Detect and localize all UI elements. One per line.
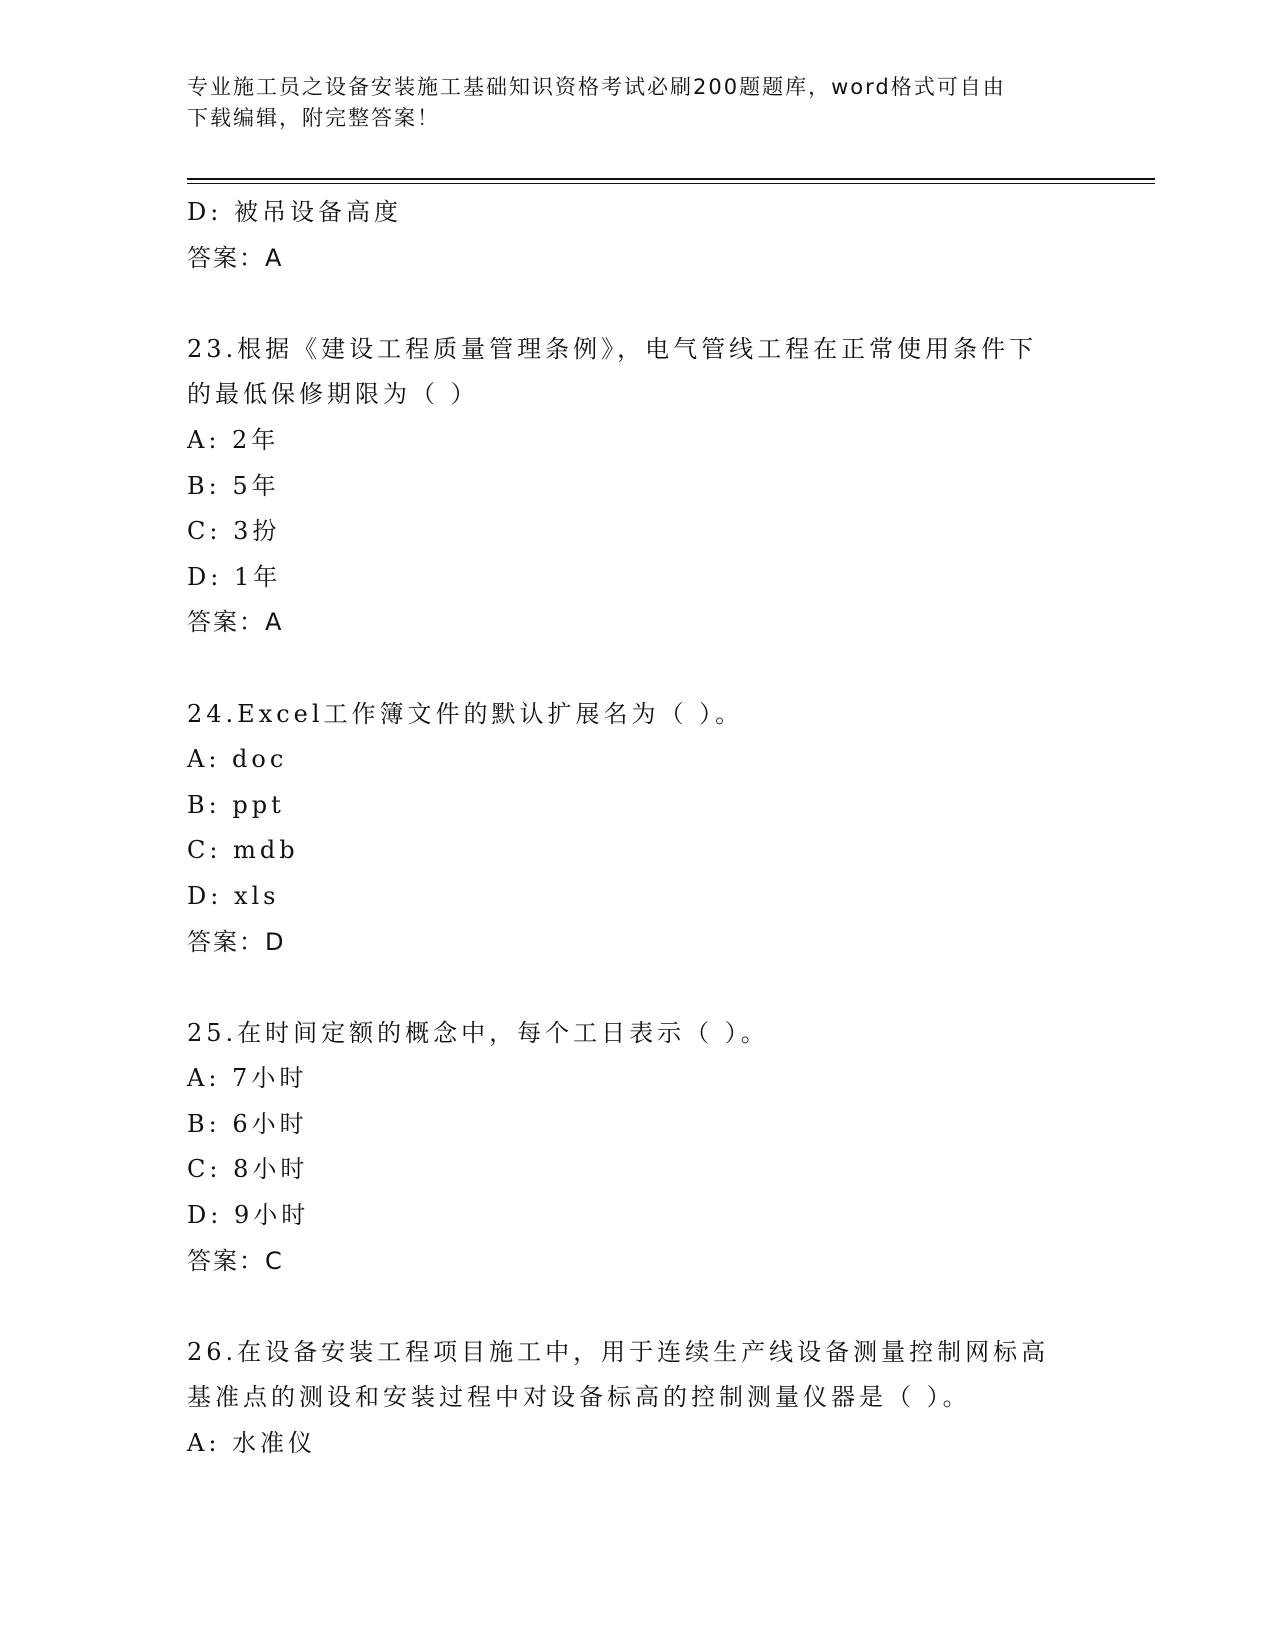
question-22 xyxy=(187,190,1087,281)
question-23 xyxy=(187,327,1087,646)
question-gap xyxy=(187,281,1087,327)
question-stem: 25.在时间定额的概念中，每个工日表示（ ）。 xyxy=(187,1018,769,1047)
option-d: D: 1年 xyxy=(187,562,282,591)
option-c: C: mdb xyxy=(187,836,299,865)
header-rule-thin xyxy=(187,183,1155,184)
option-a: A: doc xyxy=(187,745,288,774)
answer-label: 答案：C xyxy=(187,1246,284,1275)
question-stem: 24.Excel工作簿文件的默认扩展名为（ ）。 xyxy=(187,699,744,728)
question-stem-line-1: 26.在设备安装工程项目施工中，用于连续生产线设备测量控制网标高 xyxy=(187,1337,1050,1366)
option-d: D: 被吊设备高度 xyxy=(187,198,402,226)
question-24 xyxy=(187,692,1087,966)
header-line-2: 下载编辑，附完整答案！ xyxy=(187,106,440,130)
question-gap xyxy=(187,1284,1087,1330)
option-c: C: 3扮 xyxy=(187,517,281,546)
option-c: C: 8小时 xyxy=(187,1155,309,1184)
option-a: A: 水准仪 xyxy=(187,1429,317,1458)
question-26 xyxy=(187,1330,1087,1467)
option-b: B: 5年 xyxy=(187,471,280,500)
header-rule-thick xyxy=(187,178,1155,180)
option-d: D: 9小时 xyxy=(187,1201,310,1230)
question-25 xyxy=(187,1011,1087,1285)
answer-label: 答案：D xyxy=(187,927,286,956)
header-line-1: 专业施工员之设备安装施工基础知识资格考试必刷200题题库，word格式可自由 xyxy=(187,75,1006,99)
option-d: D: xls xyxy=(187,881,280,910)
answer-label: 答案：A xyxy=(187,243,284,272)
question-stem-line-2: 的最低保修期限为（ ） xyxy=(187,380,479,409)
question-gap xyxy=(187,646,1087,692)
question-list xyxy=(187,190,1087,1467)
question-stem-line-2: 基准点的测设和安装过程中对设备标高的控制测量仪器是（ ）。 xyxy=(187,1383,971,1412)
option-b: B: 6小时 xyxy=(187,1109,308,1138)
question-gap xyxy=(187,965,1087,1011)
option-a: A: 2年 xyxy=(187,425,280,454)
option-a: A: 7小时 xyxy=(187,1064,308,1093)
question-stem-line-1: 23.根据《建设工程质量管理条例》，电气管线工程在正常使用条件下 xyxy=(187,334,1038,363)
document-header xyxy=(187,72,1087,134)
option-b: B: ppt xyxy=(187,790,285,819)
answer-label: 答案：A xyxy=(187,608,284,637)
